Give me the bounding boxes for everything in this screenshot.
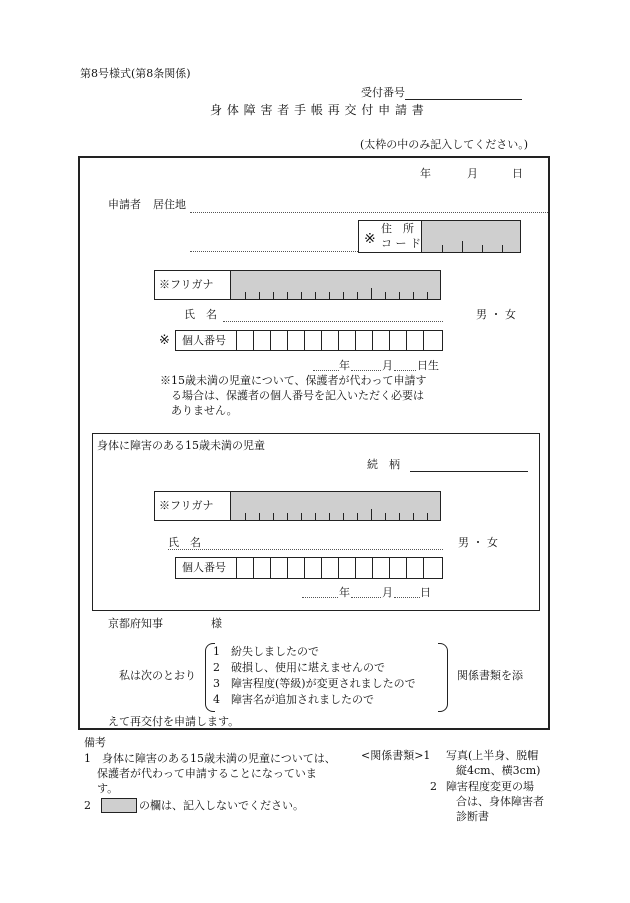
form-number: 第8号様式(第8条関係) — [80, 67, 191, 80]
doc-2-number: 2 — [430, 780, 437, 793]
remark-1c: す。 — [97, 782, 119, 795]
child-section — [92, 433, 540, 611]
remarks-heading: 備考 — [84, 736, 106, 749]
gray-sample-box — [101, 798, 137, 813]
reason-item-1[interactable]: 1 紛失しましたので — [213, 645, 319, 658]
doc-1b: 縦4cm、横3cm) — [456, 764, 541, 777]
address-label: 居住地 — [153, 198, 186, 211]
receipt-number-field[interactable] — [405, 99, 522, 100]
applicant-birth-day-field[interactable] — [394, 370, 416, 371]
child-name-field[interactable] — [168, 549, 443, 550]
address-line-1[interactable] — [190, 212, 548, 213]
address-code-label-1: 住 所 — [381, 222, 414, 235]
remark-1b: 保護者が代わって申請することになっていま — [97, 767, 317, 780]
applicant-birth-year-field[interactable] — [313, 370, 339, 371]
applicant-furigana-label: ※フリガナ — [159, 278, 214, 291]
applicant-mynumber-label: 個人番号 — [182, 334, 226, 347]
applicant-mynumber-mark: ※ — [159, 333, 170, 348]
mynumber-note-1: ※15歳未満の児童について、保護者が代わって申請す — [160, 374, 427, 387]
applicant-birth-month: 月 — [382, 359, 393, 372]
reasons-closing: えて再交付を申請します。 — [108, 715, 240, 728]
applicant-name-label: 氏 名 — [184, 308, 217, 321]
address-code-cells — [421, 221, 520, 252]
addressee-sama: 様 — [211, 617, 222, 630]
child-furigana-label: ※フリガナ — [159, 499, 214, 512]
reasons-lead: 私は次のとおり — [119, 669, 196, 682]
remark-1a: 1 身体に障害のある15歳未満の児童については、 — [84, 752, 336, 765]
child-relation-field[interactable] — [410, 471, 528, 472]
address-code-mark: ※ — [364, 231, 376, 247]
remark-2-number: 2 — [84, 799, 91, 812]
reason-item-4[interactable]: 4 障害名が追加されましたので — [213, 693, 374, 706]
mynumber-note-3: ありません。 — [171, 404, 238, 417]
mynumber-note-2: る場合は、保護者の個人番号を記入いただく必要は — [171, 389, 424, 402]
applicant-birth-month-field[interactable] — [351, 370, 381, 371]
applicant-mynumber-box — [175, 330, 443, 351]
child-furigana-cells — [230, 492, 440, 520]
address-code-label-2: コ ー ド — [381, 237, 421, 250]
doc-2b: 合は、身体障害者 — [456, 795, 544, 808]
child-gender[interactable]: 男 ・ 女 — [458, 536, 498, 549]
receipt-number-label: 受付番号 — [361, 86, 405, 99]
child-mynumber-label: 個人番号 — [182, 561, 226, 574]
child-birth-month-field[interactable] — [351, 597, 381, 598]
applicant-furigana-cells — [230, 271, 440, 299]
child-birth-day-field[interactable] — [394, 597, 420, 598]
child-birth-year-field[interactable] — [302, 597, 338, 598]
doc-2a: 障害程度変更の場 — [446, 780, 534, 793]
form-title: 身 体 障 害 者 手 帳 再 交 付 申 請 書 — [210, 103, 425, 117]
addressee-governor: 京都府知事 — [108, 617, 163, 630]
child-birth-year: 年 — [339, 586, 350, 599]
child-mynumber-box — [175, 557, 443, 579]
reason-item-3[interactable]: 3 障害程度(等級)が変更されましたので — [213, 677, 416, 690]
child-relation-label: 続 柄 — [367, 458, 400, 471]
applicant-name-field[interactable] — [223, 321, 443, 322]
remark-2-text: の欄は、記入しないでください。 — [139, 799, 304, 812]
date-year-label: 年 — [420, 167, 431, 180]
reasons-tail: 関係書類を添 — [457, 669, 523, 682]
doc-1a: 写真(上半身、脱帽 — [446, 749, 539, 762]
reason-item-2[interactable]: 2 破損し、使用に堪えませんので — [213, 661, 385, 674]
docs-heading: <関係書類>1 — [361, 749, 431, 762]
instruction-note: (太枠の中のみ記入してください。) — [360, 138, 529, 151]
child-furigana-box — [154, 491, 441, 521]
date-month-label: 月 — [467, 167, 478, 180]
reasons-bracket-right — [438, 643, 448, 712]
child-birth-day: 日 — [420, 586, 431, 599]
applicant-gender[interactable]: 男 ・ 女 — [476, 308, 516, 321]
applicant-furigana-box — [154, 270, 441, 300]
child-name-label: 氏 名 — [168, 536, 201, 549]
child-birth-month: 月 — [382, 586, 393, 599]
address-code-box — [358, 220, 521, 253]
applicant-birth-year: 年 — [339, 359, 350, 372]
date-day-label: 日 — [512, 167, 523, 180]
address-line-2[interactable] — [190, 251, 358, 252]
applicant-label: 申請者 — [108, 198, 141, 211]
applicant-birth-day: 日生 — [417, 359, 439, 372]
child-heading: 身体に障害のある15歳未満の児童 — [97, 439, 265, 452]
doc-2c: 診断書 — [456, 810, 489, 823]
